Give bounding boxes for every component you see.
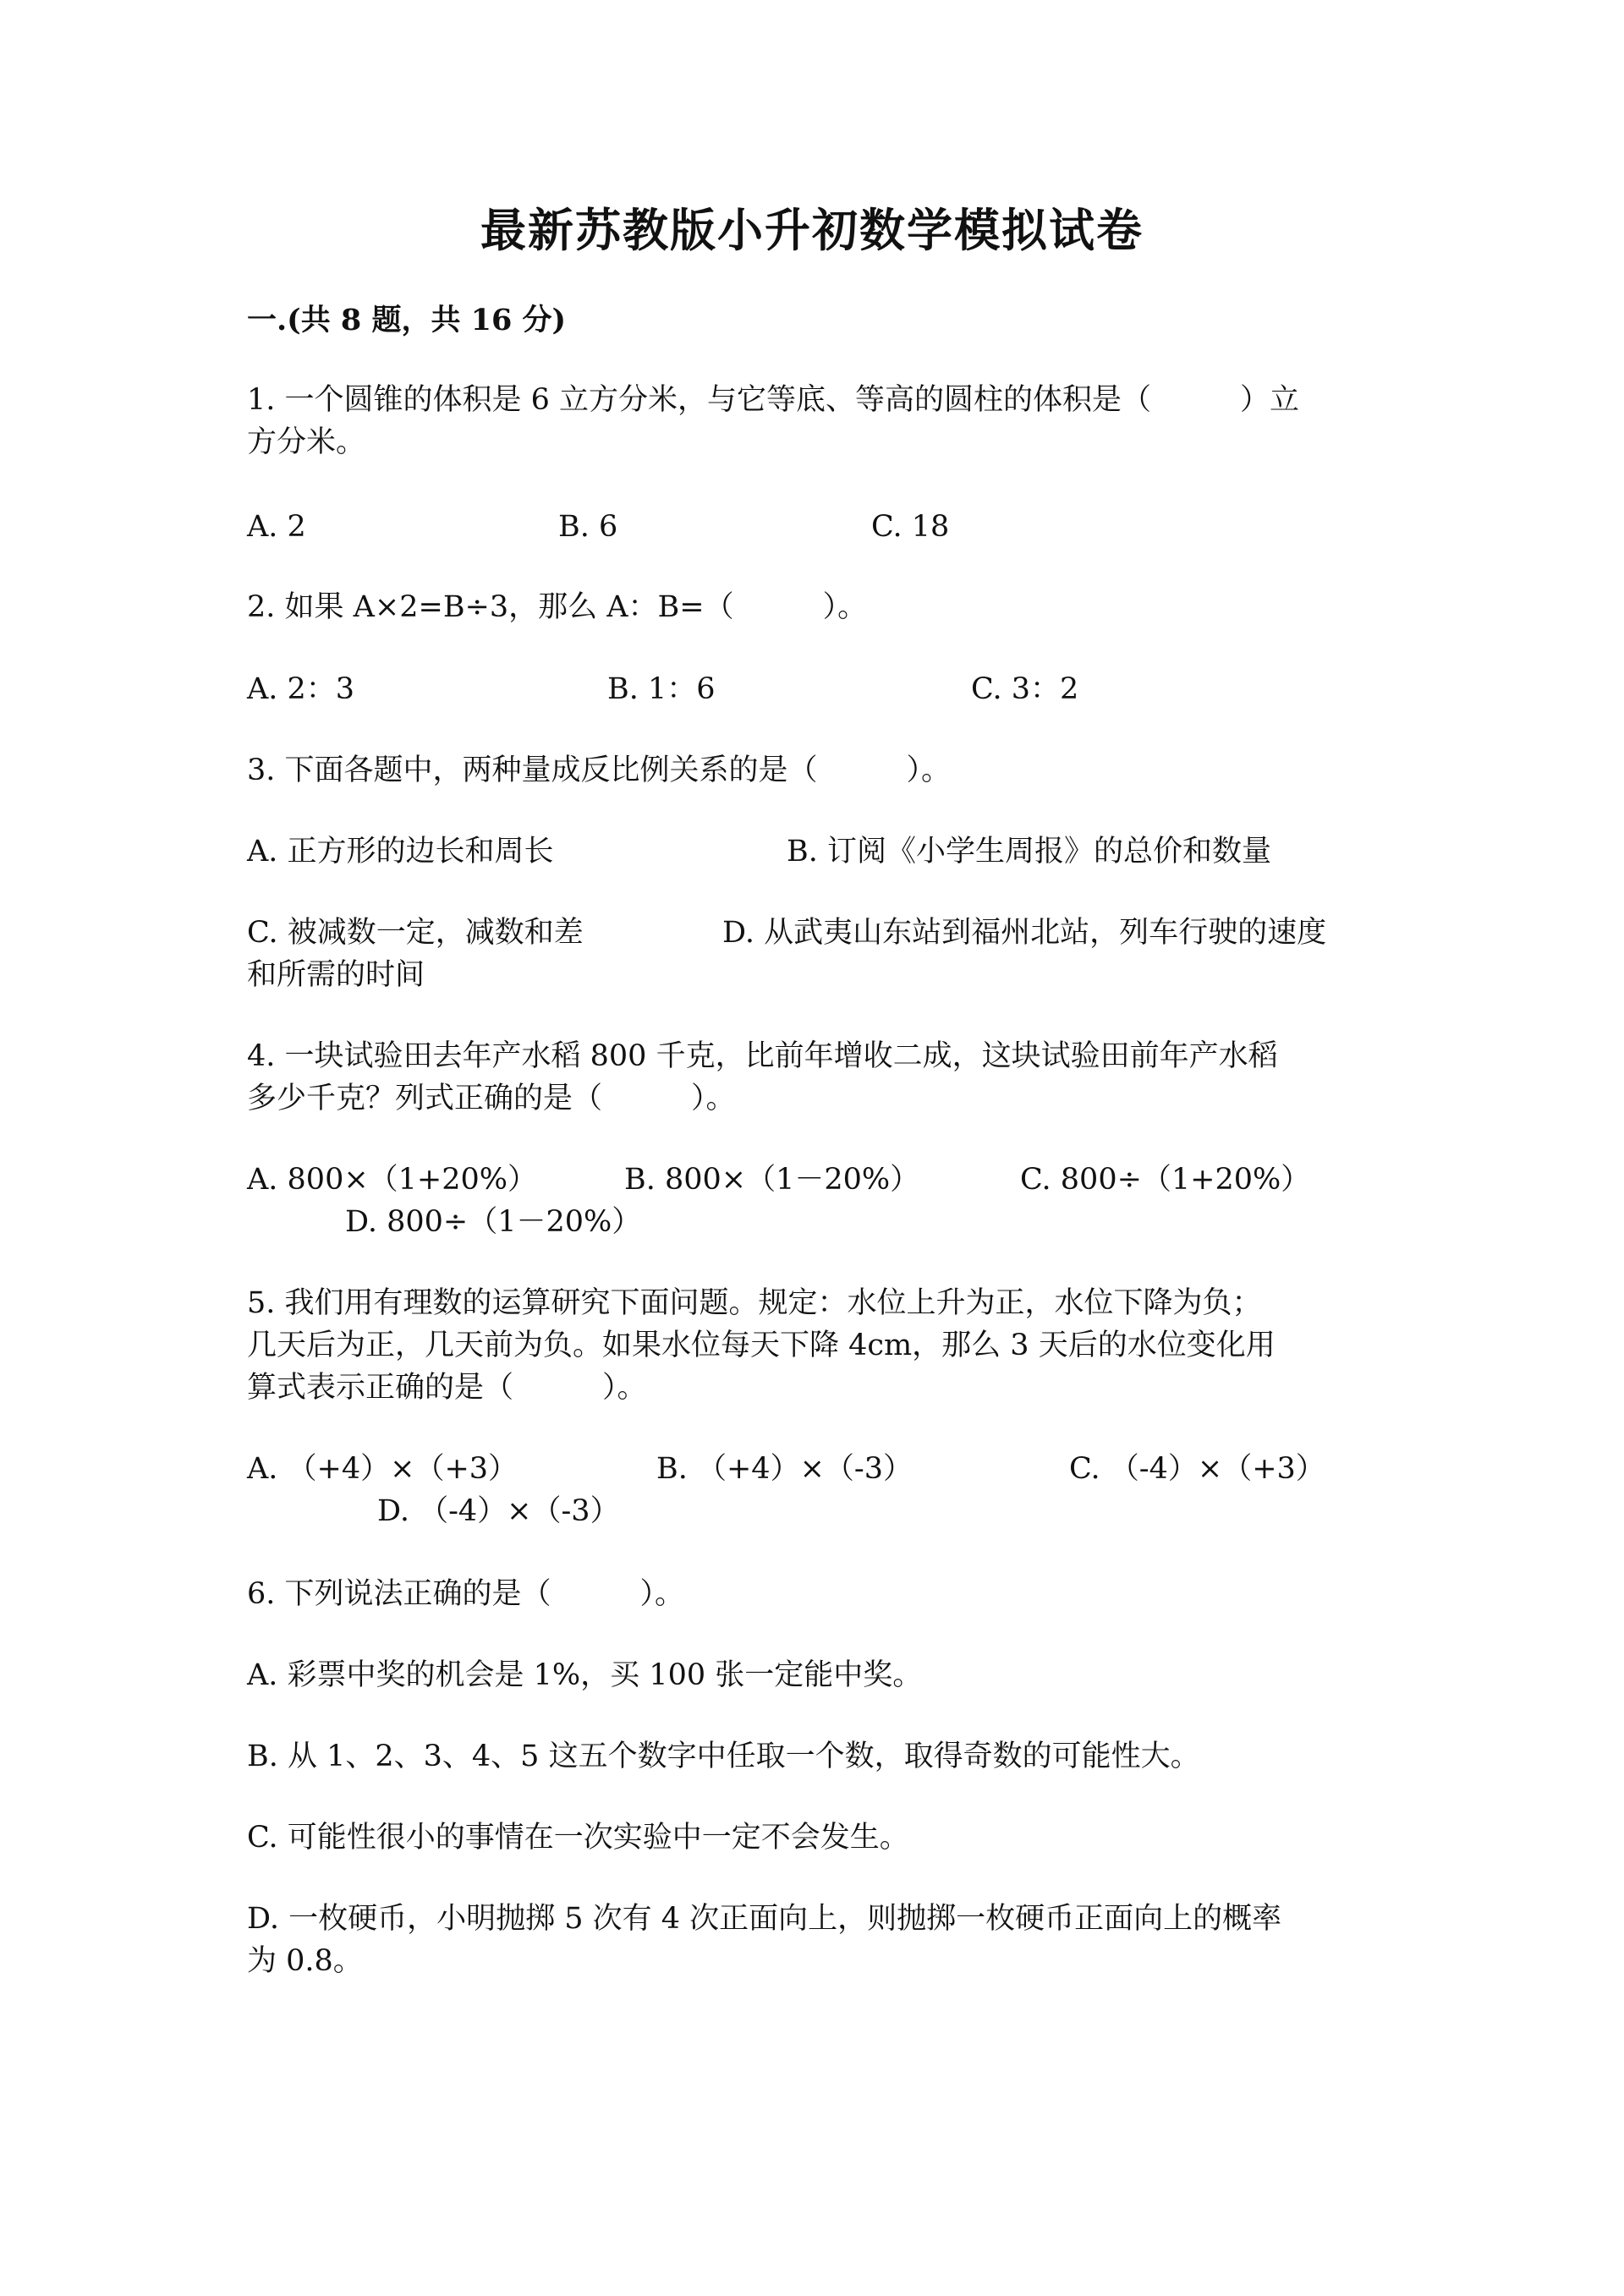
question-1-option-c: C. 18: [871, 510, 950, 544]
question-3-option-c: C. 被减数一定，减数和差: [247, 916, 584, 950]
question-4-option-c: C. 800÷（1+20%）: [1020, 1163, 1311, 1197]
question-6-option-d: D. 一枚硬币，小明抛掷 5 次有 4 次正面向上，则抛掷一枚硬币正面向上的概率: [247, 1902, 1282, 1936]
question-5-line-2: 几天后为正，几天前为负。如果水位每天下降 4cm，那么 3 天后的水位变化用: [247, 1329, 1276, 1362]
question-1-line-1: 1. 一个圆锥的体积是 6 立方分米，与它等底、等高的圆柱的体积是（ ）立: [247, 383, 1300, 417]
question-3-option-a: A. 正方形的边长和周长: [247, 835, 554, 869]
section-heading: 一.(共 8 题，共 16 分): [247, 303, 567, 337]
question-3-line-1: 3. 下面各题中，两种量成反比例关系的是（ ）。: [247, 753, 952, 787]
question-5-line-1: 5. 我们用有理数的运算研究下面问题。规定：水位上升为正，水位下降为负；: [247, 1286, 1262, 1320]
question-5-option-d: D. （-4）×（-3）: [377, 1494, 620, 1528]
question-4-option-d: D. 800÷（1－20%）: [345, 1205, 642, 1239]
question-5-option-b: B. （+4）×（-3）: [656, 1452, 913, 1486]
question-6-option-b: B. 从 1、2、3、4、5 这五个数字中任取一个数，取得奇数的可能性大。: [247, 1740, 1200, 1773]
question-5-option-c: C. （-4）×（+3）: [1069, 1452, 1325, 1486]
question-1-option-b: B. 6: [558, 510, 618, 544]
question-2-option-c: C. 3：2: [971, 672, 1079, 706]
question-1-option-a: A. 2: [247, 510, 306, 544]
question-4-line-2: 多少千克？列式正确的是（ ）。: [247, 1082, 736, 1115]
question-6-line-1: 6. 下列说法正确的是（ ）。: [247, 1577, 685, 1611]
question-1-line-2: 方分米。: [247, 425, 366, 459]
question-6-option-c: C. 可能性很小的事情在一次实验中一定不会发生。: [247, 1821, 909, 1855]
question-3-option-b: B. 订阅《小学生周报》的总价和数量: [787, 835, 1271, 869]
question-4-line-1: 4. 一块试验田去年产水稻 800 千克，比前年增收二成，这块试验田前年产水稻: [247, 1039, 1278, 1073]
question-6-option-a: A. 彩票中奖的机会是 1%，买 100 张一定能中奖。: [247, 1658, 923, 1692]
question-6-option-d-continued: 为 0.8。: [247, 1944, 363, 1978]
question-2-option-b: B. 1：6: [607, 672, 716, 706]
question-3-option-d: D. 从武夷山东站到福州北站，列车行驶的速度: [722, 916, 1327, 950]
question-2-line-1: 2. 如果 A×2=B÷3，那么 A：B=（ ）。: [247, 590, 868, 624]
page-title: 最新苏教版小升初数学模拟试卷: [480, 203, 1144, 257]
question-2-option-a: A. 2：3: [247, 672, 355, 706]
question-5-line-3: 算式表示正确的是（ ）。: [247, 1371, 647, 1405]
question-3-option-d-continued: 和所需的时间: [247, 958, 425, 992]
question-4-option-a: A. 800×（1+20%）: [247, 1163, 538, 1197]
question-4-option-b: B. 800×（1－20%）: [624, 1163, 920, 1197]
question-5-option-a: A. （+4）×（+3）: [247, 1452, 518, 1486]
